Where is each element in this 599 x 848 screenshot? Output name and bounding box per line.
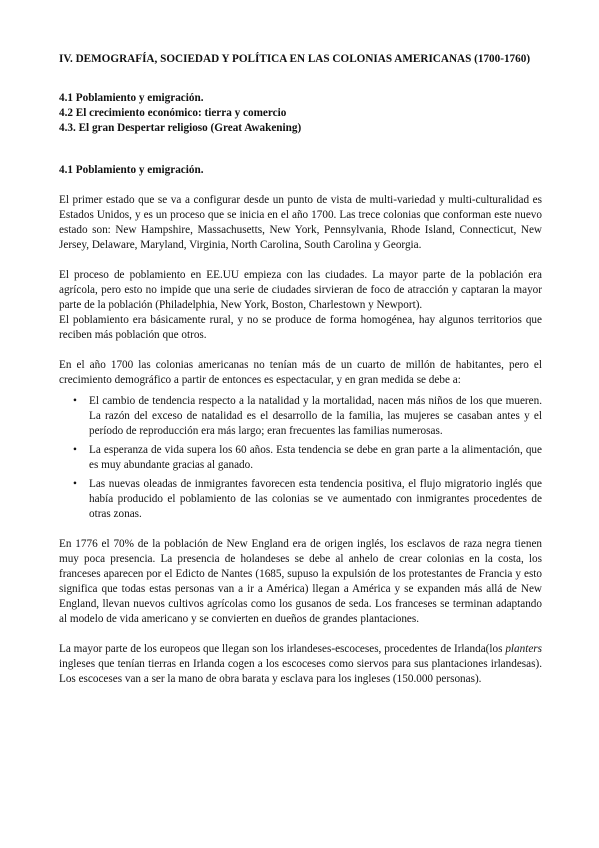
paragraph: El primer estado que se va a configurar desde un punto de vista de multi-variedad y multi-culturalidad es Estados Unidos, y es un proceso que se inicia en el año 1700. Las trece colonias que conforman este nuevo estado son: New Hampshire, Massachusetts, New York, Pennsylvania, Rhode Island, Connecticut, New Jersey, Delaware, Maryland, Virginia, North Carolina, South Carolina y Georgia.: [59, 194, 542, 251]
toc-item: 4.1 Poblamiento y emigración.: [59, 92, 204, 104]
list-item-text: Las nuevas oleadas de inmigrantes favorecen esta tendencia positiva, el flujo migratorio inglés que había producido el poblamiento de las colonias se ve aumentado con inmigrantes procedentes de otras zonas.: [89, 478, 542, 520]
paragraph: El proceso de poblamiento en EE.UU empieza con las ciudades. La mayor parte de la población era agrícola, pero esto no impide que una serie de ciudades sirvieran de foco de atracción y captaran la mayor parte de la población (Philadelphia, New York, Boston, Charlestown y Newport).: [59, 269, 542, 311]
list-item: [59, 394, 542, 439]
chapter-title: IV. DEMOGRAFÍA, SOCIEDAD Y POLÍTICA EN LAS COLONIAS AMERICANAS (1700-1760): [59, 53, 531, 65]
emphasis-text: planters: [505, 643, 542, 655]
toc-item: 4.2 El crecimiento económico: tierra y comercio: [59, 107, 287, 119]
bullet-icon: •: [73, 395, 77, 407]
bullet-icon: •: [73, 478, 77, 490]
list-item: [59, 443, 542, 473]
paragraph: En el año 1700 las colonias americanas no tenían más de un cuarto de millón de habitantes, pero el crecimiento demográfico a partir de entonces es espectacular, y en gran medida se debe a:: [59, 359, 542, 386]
list-item-text: El cambio de tendencia respecto a la natalidad y la mortalidad, nacen más niños de los que mueren. La razón del exceso de natalidad es el desarrollo de la familia, las mujeres se casaban antes y el período de reproducción era más largo; eran frecuentes las familias numerosas.: [89, 395, 542, 437]
table-of-contents: [59, 91, 542, 136]
bullet-list: [59, 394, 542, 522]
list-item: [59, 477, 542, 522]
list-item-text: La esperanza de vida supera los 60 años. Esta tendencia se debe en gran parte a la alimentación, que es muy abundante gracias al ganado.: [89, 444, 542, 471]
section-heading: 4.1 Poblamiento y emigración.: [59, 164, 204, 176]
bullet-icon: •: [73, 444, 77, 456]
document-page: [59, 52, 542, 687]
paragraph: En 1776 el 70% de la población de New England era de origen inglés, los esclavos de raza negra tienen muy poca presencia. La presencia de holandeses se debe al anhelo de crear colonias en la costa, los franceses aparecen por el Edicto de Nantes (1685, supuso la expulsión de los protestantes de Francia y esto significa que todas estas personas van a ir a América) llegan a América y se expanden más allá de New England, llevan nuevos cultivos agrícolas como los gusanos de seda. Los franceses se terminan adaptando al modelo de vida americano y se convierten en dueños de grandes plantaciones.: [59, 538, 542, 625]
paragraph-text: La mayor parte de los europeos que llegan son los irlandeses-escoceses, procedentes de Irlanda(los: [59, 643, 506, 655]
paragraph-text: ingleses que tenían tierras en Irlanda cogen a los escoceses como siervos para sus plantaciones irlandesas). Los escoceses van a ser la mano de obra barata y esclava para los ingleses (150.000 personas).: [59, 658, 542, 685]
toc-item: 4.3. El gran Despertar religioso (Great Awakening): [59, 122, 302, 134]
paragraph: El poblamiento era básicamente rural, y no se produce de forma homogénea, hay algunos territorios que reciben más población que otros.: [59, 314, 542, 341]
paragraph: [59, 642, 542, 687]
